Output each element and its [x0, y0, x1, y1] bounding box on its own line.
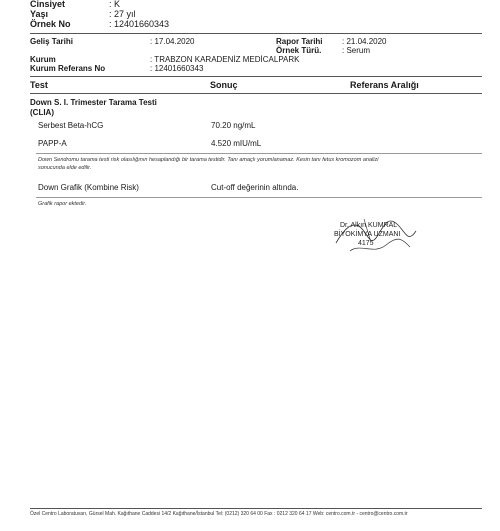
- sample-type-label: Örnek Türü.: [276, 46, 322, 55]
- panel-title-line1: Down S. I. Trimester Tarama Testi: [30, 98, 157, 107]
- signature-title: BİYOKİMYA UZMANI: [334, 231, 401, 238]
- age-value: : 27 yıl: [109, 9, 136, 19]
- sample-type-value: : Serum: [342, 46, 371, 55]
- footer-address: Özel Centro Laboratuvarı, Gürsel Mah. Kağıthane Caddesi 14/2 Kağıthane/İstanbul Tel: (0212) 320 64 00 Fax : 0212 320 64 17 Web: centro.com.tr - centro@centro.com.tr: [30, 511, 408, 517]
- report-date-label: Rapor Tarihi: [276, 37, 323, 46]
- graph-test-name: Down Grafik (Kombine Risk): [38, 183, 139, 192]
- divider-header: [30, 93, 482, 94]
- signature-code: 4175: [358, 240, 374, 247]
- graph-note: Grafik rapor ektedir.: [38, 201, 87, 207]
- divider-footer: [30, 508, 482, 509]
- arrival-date-value: : 17.04.2020: [150, 37, 195, 46]
- sample-no-value: : 12401660343: [109, 19, 170, 29]
- test-name-papp-a: PAPP-A: [38, 139, 67, 148]
- gender-label: Cinsiyet: [30, 0, 66, 9]
- report-date-value: : 21.04.2020: [342, 37, 387, 46]
- panel-note-line1: Down Sendromu tarama testi risk olasılığının hesaplandığı bir tarama testidir. Tanı amaçlı yorumlanamaz. Kesin tanı fetus kromozom analizi: [38, 157, 379, 163]
- institution-ref-label: Kurum Referans No: [30, 64, 106, 73]
- panel-title-line2: (CLIA): [30, 108, 54, 117]
- age-label: Yaşı: [30, 9, 49, 19]
- col-header-result: Sonuç: [210, 80, 238, 90]
- divider-graph: [36, 197, 482, 198]
- test-result-papp-a: 4.520 mIU/mL: [211, 139, 262, 148]
- sample-no-label: Örnek No: [30, 19, 71, 29]
- panel-note-line2: sonucunda elde edilir.: [38, 165, 92, 171]
- institution-value: : TRABZON KARADENİZ MEDİCALPARK: [150, 55, 300, 64]
- graph-test-result: Cut-off değerinin altında.: [211, 183, 299, 192]
- col-header-test: Test: [30, 80, 48, 90]
- divider-top: [30, 33, 482, 34]
- institution-label: Kurum: [30, 55, 56, 64]
- col-header-reference: Referans Aralığı: [350, 80, 419, 90]
- divider-mid: [30, 76, 482, 77]
- gender-value: : K: [109, 0, 121, 9]
- arrival-date-label: Geliş Tarihi: [30, 37, 73, 46]
- signature-name: Dr. Alkın KUMRAL: [340, 222, 398, 229]
- institution-ref-value: : 12401660343: [150, 64, 204, 73]
- divider-note: [36, 153, 482, 154]
- test-name-beta-hcg: Serbest Beta-hCG: [38, 121, 104, 130]
- test-result-beta-hcg: 70.20 ng/mL: [211, 121, 256, 130]
